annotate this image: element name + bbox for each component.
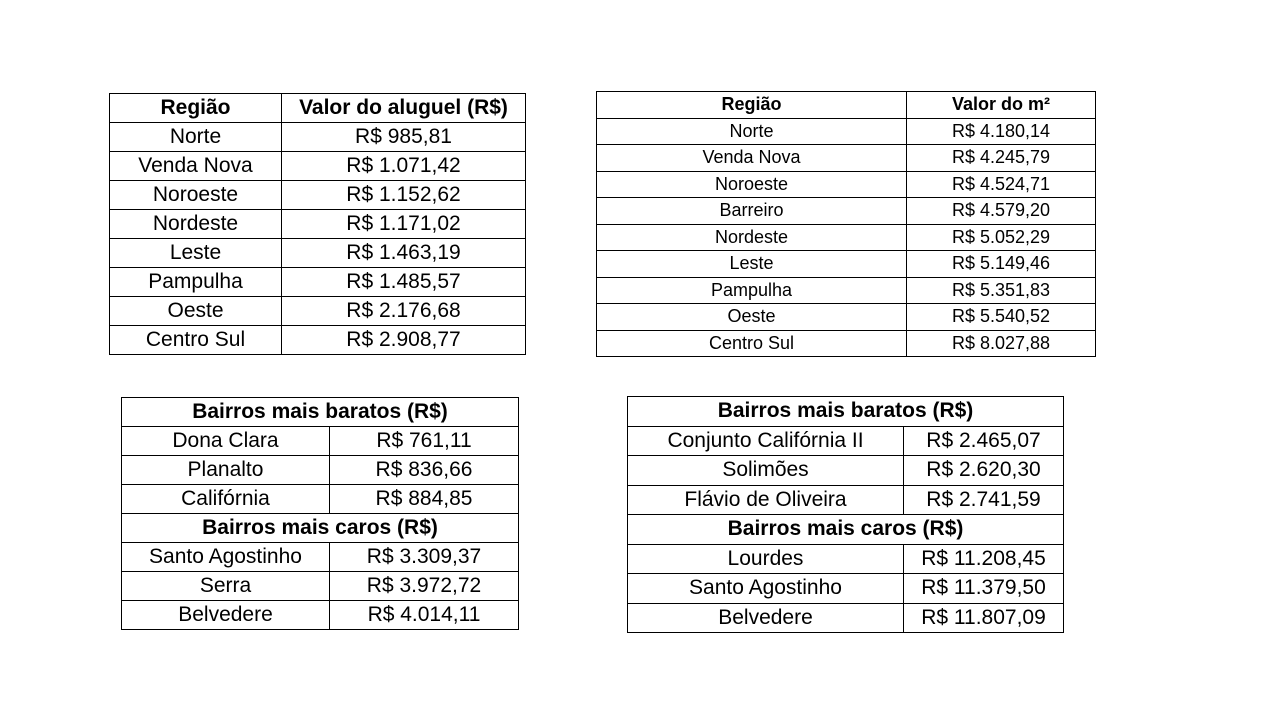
table-header-row [110,94,526,123]
table-row [597,118,1096,145]
value-cell: R$ 2.176,68 [282,297,526,326]
table-row [628,544,1064,574]
table-row [597,277,1096,304]
value-cell: R$ 1.485,57 [282,268,526,297]
table-row [122,427,519,456]
value-cell: R$ 4.180,14 [907,118,1096,145]
neighborhood-cell: Santo Agostinho [628,574,904,604]
value-cell: R$ 1.071,42 [282,152,526,181]
value-cell: R$ 2.741,59 [904,485,1064,515]
value-cell: R$ 4.579,20 [907,198,1096,225]
region-cell: Leste [110,239,282,268]
table-row [110,123,526,152]
value-cell: R$ 3.972,72 [330,572,519,601]
value-cell: R$ 884,85 [330,485,519,514]
value-cell: R$ 5.052,29 [907,224,1096,251]
neighborhood-cell: Dona Clara [122,427,330,456]
value-cell: R$ 4.524,71 [907,171,1096,198]
table-row [122,572,519,601]
table-row [628,485,1064,515]
table-row [110,326,526,355]
neighborhood-cell: Santo Agostinho [122,543,330,572]
region-cell: Nordeste [597,224,907,251]
cheapest-neighborhoods-title: Bairros mais baratos (R$) [628,397,1064,427]
region-cell: Oeste [110,297,282,326]
neighborhood-cell: Planalto [122,456,330,485]
table-row [110,297,526,326]
region-cell: Noroeste [597,171,907,198]
value-cell: R$ 5.351,83 [907,277,1096,304]
region-cell: Pampulha [110,268,282,297]
m2-by-region-table [596,91,1096,357]
value-cell: R$ 1.171,02 [282,210,526,239]
region-cell: Norte [110,123,282,152]
region-cell: Barreiro [597,198,907,225]
region-cell: Nordeste [110,210,282,239]
value-cell: R$ 1.463,19 [282,239,526,268]
value-cell: R$ 761,11 [330,427,519,456]
neighborhood-cell: Flávio de Oliveira [628,485,904,515]
value-cell: R$ 11.208,45 [904,544,1064,574]
section-header-row [628,397,1064,427]
table-row [122,601,519,630]
value-cell: R$ 836,66 [330,456,519,485]
table-row [110,152,526,181]
rent-by-region-table [109,93,526,355]
table-row [110,239,526,268]
m2-neighborhoods-table [627,396,1064,633]
value-cell: R$ 985,81 [282,123,526,152]
value-cell: R$ 11.807,09 [904,603,1064,633]
table-row [110,268,526,297]
table-row [597,145,1096,172]
value-cell: R$ 3.309,37 [330,543,519,572]
table-row [628,456,1064,486]
table-row [122,456,519,485]
value-cell: R$ 8.027,88 [907,330,1096,357]
column-header-rent-value: Valor do aluguel (R$) [282,94,526,123]
value-cell: R$ 4.014,11 [330,601,519,630]
value-cell: R$ 2.908,77 [282,326,526,355]
section-header-row [628,515,1064,545]
value-cell: R$ 5.540,52 [907,304,1096,331]
region-cell: Pampulha [597,277,907,304]
region-cell: Oeste [597,304,907,331]
region-cell: Noroeste [110,181,282,210]
expensive-neighborhoods-title: Bairros mais caros (R$) [122,514,519,543]
value-cell: R$ 2.620,30 [904,456,1064,486]
value-cell: R$ 4.245,79 [907,145,1096,172]
region-cell: Leste [597,251,907,278]
table-row [597,304,1096,331]
neighborhood-cell: Belvedere [122,601,330,630]
region-cell: Norte [597,118,907,145]
section-header-row [122,398,519,427]
column-header-region: Região [597,92,907,119]
table-row [597,224,1096,251]
expensive-neighborhoods-title: Bairros mais caros (R$) [628,515,1064,545]
neighborhood-cell: Califórnia [122,485,330,514]
column-header-region: Região [110,94,282,123]
table-row [110,210,526,239]
table-row [597,171,1096,198]
table-row [122,543,519,572]
cheapest-neighborhoods-title: Bairros mais baratos (R$) [122,398,519,427]
table-row [628,603,1064,633]
region-cell: Venda Nova [110,152,282,181]
section-header-row [122,514,519,543]
neighborhood-cell: Serra [122,572,330,601]
region-cell: Venda Nova [597,145,907,172]
table-header-row [597,92,1096,119]
value-cell: R$ 2.465,07 [904,426,1064,456]
table-row [628,426,1064,456]
table-row [597,251,1096,278]
neighborhood-cell: Lourdes [628,544,904,574]
rent-neighborhoods-table [121,397,519,630]
neighborhood-cell: Conjunto Califórnia II [628,426,904,456]
value-cell: R$ 1.152,62 [282,181,526,210]
value-cell: R$ 11.379,50 [904,574,1064,604]
region-cell: Centro Sul [597,330,907,357]
region-cell: Centro Sul [110,326,282,355]
table-row [122,485,519,514]
table-row [110,181,526,210]
table-row [597,198,1096,225]
column-header-m2-value: Valor do m² [907,92,1096,119]
neighborhood-cell: Solimões [628,456,904,486]
table-row [597,330,1096,357]
value-cell: R$ 5.149,46 [907,251,1096,278]
table-row [628,574,1064,604]
neighborhood-cell: Belvedere [628,603,904,633]
